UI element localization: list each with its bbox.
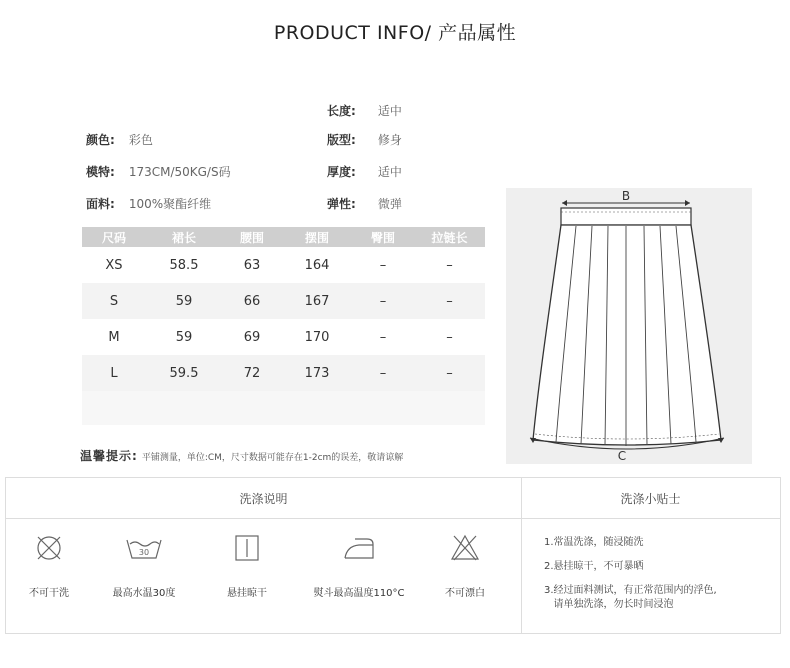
- cell: L: [82, 355, 146, 391]
- cell: 170: [304, 329, 330, 345]
- care-label: 不可漂白: [445, 588, 485, 599]
- cell: –: [379, 257, 387, 273]
- wash-header: 洗涤说明: [239, 492, 288, 506]
- cell: –: [446, 257, 453, 273]
- tip-item: 1.常温洗涤，随浸随洗: [544, 537, 644, 548]
- tips-header: 洗涤小贴士: [620, 492, 681, 506]
- cell: –: [414, 283, 485, 319]
- header-zipper: 拉链长: [414, 227, 485, 247]
- cell: –: [352, 283, 414, 319]
- skirt-diagram: [506, 188, 752, 464]
- cell: 59: [175, 329, 193, 345]
- no-dry-clean-icon: [33, 532, 65, 564]
- cell: 72: [222, 355, 282, 391]
- cell: –: [414, 355, 485, 391]
- attr-value: 适中: [377, 104, 402, 118]
- attr-color: [86, 131, 153, 148]
- care-label: 悬挂晾干: [227, 588, 267, 599]
- attr-label: 版型:: [327, 133, 356, 147]
- measure-tip: [80, 447, 403, 464]
- hang-dry-icon: [231, 532, 263, 564]
- wash-30-icon: [124, 532, 164, 564]
- table-row: [82, 283, 485, 319]
- attr-value: 彩色: [128, 133, 153, 147]
- attr-value: 适中: [377, 165, 402, 179]
- cell: 63: [243, 257, 261, 273]
- cell: 66: [222, 283, 282, 319]
- cell: 69: [243, 329, 261, 345]
- attr-model: [86, 163, 231, 180]
- attr-length: [327, 102, 402, 119]
- cell: –: [446, 329, 453, 345]
- label-b: B: [621, 189, 631, 203]
- attr-label: 长度:: [327, 104, 356, 118]
- cell: M: [108, 329, 120, 345]
- care-item: [309, 532, 409, 599]
- table-row: [82, 319, 485, 355]
- cell: 167: [282, 283, 352, 319]
- table-row: [82, 355, 485, 391]
- care-label: 最高水温30度: [112, 588, 176, 599]
- table-row: [82, 247, 485, 283]
- header-size: 尺码: [82, 227, 146, 247]
- care-item: [94, 532, 194, 599]
- header-hip: 臀围: [352, 227, 414, 247]
- attr-fabric: [86, 195, 211, 212]
- cell: XS: [105, 257, 123, 273]
- iron-icon: [341, 532, 377, 564]
- care-item: [0, 532, 99, 599]
- care-panel: [5, 477, 781, 634]
- attr-value: 修身: [377, 133, 402, 147]
- tip-item: 3.经过面料测试，有正常范围内的浮色,: [544, 585, 717, 596]
- attr-elasticity: [327, 195, 402, 212]
- cell: –: [379, 329, 387, 345]
- header-waist: 腰围: [222, 227, 282, 247]
- divider: [6, 518, 780, 519]
- cell: 59.5: [146, 355, 222, 391]
- label-c: C: [617, 449, 627, 463]
- table-row-empty: [82, 391, 485, 425]
- cell: 58.5: [169, 257, 199, 273]
- care-label: 熨斗最高温度110°C: [313, 588, 405, 599]
- header-length: 裙长: [146, 227, 222, 247]
- attr-thickness: [327, 163, 402, 180]
- attr-label: 面料:: [86, 197, 115, 211]
- cell: S: [82, 283, 146, 319]
- cell: 164: [304, 257, 330, 273]
- no-bleach-icon: [449, 532, 481, 564]
- attr-label: 颜色:: [86, 133, 115, 147]
- tip-label: 温馨提示:: [80, 449, 138, 463]
- attr-label: 厚度:: [327, 165, 356, 179]
- tips-list: [544, 536, 717, 622]
- care-item: [415, 532, 515, 599]
- attr-fit: [327, 131, 402, 148]
- page-title: PRODUCT INFO/ 产品属性: [273, 22, 517, 44]
- attr-label: 模特:: [86, 165, 115, 179]
- wash-temp: 30: [138, 548, 150, 557]
- cell: –: [352, 355, 414, 391]
- care-item: [197, 532, 297, 599]
- care-label: 不可干洗: [29, 588, 69, 599]
- size-table-header: [82, 227, 485, 247]
- tip-item: 2.悬挂晾干，不可暴晒: [544, 561, 644, 572]
- cell: 59: [146, 283, 222, 319]
- attr-value: 173CM/50KG/S码: [128, 165, 231, 179]
- skirt-illustration: [506, 188, 752, 464]
- size-table: [82, 227, 485, 425]
- attr-value: 微弹: [377, 197, 402, 211]
- cell: 173: [282, 355, 352, 391]
- tip-text: 平铺测量，单位:CM，尺寸数据可能存在1-2cm的误差，敬请谅解: [141, 453, 404, 463]
- tip-item: 请单独洗涤，勿长时间浸泡: [544, 599, 674, 610]
- attr-value: 100%聚酯纤维: [128, 197, 212, 211]
- attr-label: 弹性:: [327, 197, 356, 211]
- header-hem: 摆围: [282, 227, 352, 247]
